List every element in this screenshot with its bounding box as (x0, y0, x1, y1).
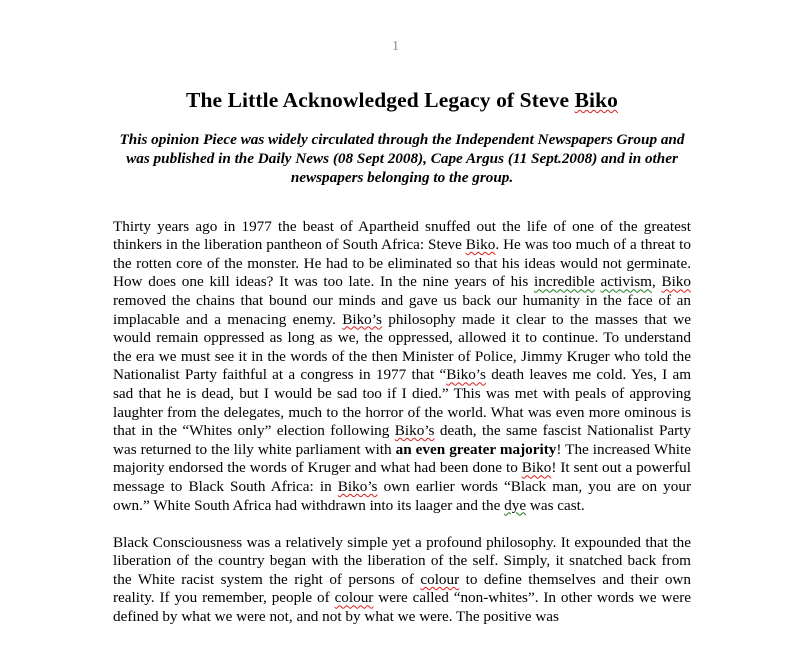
spelling-error-mark: Biko (465, 236, 496, 254)
grammar-error-mark: incredible (534, 273, 595, 291)
spelling-error-mark: colour (334, 589, 374, 607)
spelling-error-mark: Biko (521, 459, 552, 477)
emphasis-bold: an even greater majority (395, 440, 557, 458)
spelling-error-mark: Biko’s (394, 422, 435, 440)
spelling-error-mark: Biko’s (337, 477, 378, 495)
page-number: 1 (392, 39, 399, 54)
body-paragraph: Thirty years ago in 1977 the beast of Apartheid snuffed out the life of one of the greatest thinkers in the liberation pantheon of South Africa: Steve Biko. He was too much of a threat to the rotten core of the monster. He had to be eliminated so that his ideas would not germinate. How does one kill ideas? It was too late. In the nine years of his incredible activism, Biko removed the chains that bound our minds and gave us back our humanity in the face of an implacable and a menacing enemy. Biko’s philosophy made it clear to the masses that we would remain oppressed as long as we, the oppressed, allowed it to continue. To understand the era we must see it in the words of the then Minister of Police, Jimmy Kruger who told the Nationalist Party faithful at a congress in 1977 that “Biko’s death leaves me cold. Yes, I am sad that he is dead, but I would be sad too if I died.” This was met with peals of approving laughter from the delegates, much to the horror of the world. What was even more ominous is that in the “Whites only” election following Biko’s death, the same fascist Nationalist Party was returned to the lily white parliament with an even greater majority! The increased White majority endorsed the words of Kruger and what had been done to Biko! It sent out a powerful message to Black South Africa: in Biko’s own earlier words “Black man, you are on your own.” White South Africa had withdrawn into its laager and the dye was cast. (113, 217, 692, 514)
spelling-error-mark: Biko (574, 88, 618, 112)
spelling-error-mark: Biko’s (446, 366, 486, 384)
document-subtitle: This opinion Piece was widely circulated through the Independent Newspapers Group and was published in the Daily News (08 Sept 2008), Cape Argus (11 Sept.2008) and in other newspapers belonging to the group. (119, 131, 685, 187)
body-paragraph: Black Consciousness was a relatively simple yet a profound philosophy. It expounded that the liberation of the country began with the liberation of the self. Simply, it snatched back from the White racist system the right of persons of colour to define themselves and their own reality. If you remember, people of colour were called “non-whites”. In other words we were defined by what we were not, and not by what we were. The positive was (113, 533, 691, 626)
document-body (113, 0, 691, 627)
document-title: The Little Acknowledged Legacy of Steve Biko (186, 88, 618, 112)
spelling-error-mark: Biko (661, 273, 691, 291)
grammar-error-mark: dye (504, 496, 527, 514)
spelling-error-mark: Biko’s (342, 310, 382, 328)
grammar-error-mark: activism (600, 273, 652, 291)
spelling-error-mark: colour (420, 570, 460, 588)
